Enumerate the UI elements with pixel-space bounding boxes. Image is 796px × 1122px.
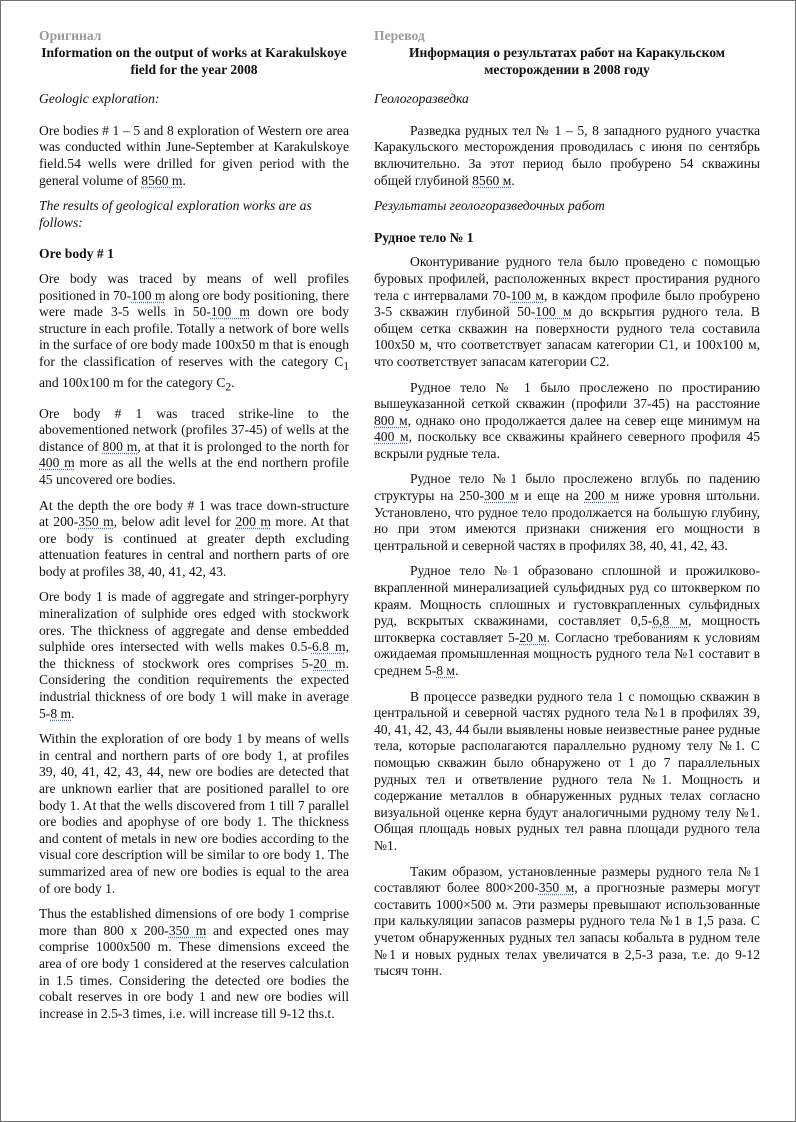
translation-title: Информация о результатах работ на Каракульском месторождении в 2008 году bbox=[408, 45, 726, 77]
original-paragraph-6: Thus the established dimensions of ore body 1 comprise more than 800 x 200-350 m and expected ones may comprise 1000x500 m. These dimensions exceed the area of ore body 1 considered at the reserves calculation in 1.5 times. Considering the detected ore bodies the cobalt reserves in ore body 1 and new ore bodies will increase in 2.5-3 times, i.e. will increase till 9-12 ths.t. bbox=[39, 906, 349, 1021]
original-title: Information on the output of works at Karakulskoye field for the year 2008 bbox=[41, 45, 347, 77]
translation-paragraph-3: Рудное тело №1 было прослежено вглубь по падению структуры на 250-300 м и еще на 200 м ниже уровня штольни. Установлено, что рудное тело продолжается на большую глубину, но при этом имеются признаки снижения его мощности в центральной и северной частях в профилях 38, 40, 41, 42, 43. bbox=[374, 471, 760, 553]
original-paragraph-5: Within the exploration of ore body 1 by means of wells in central and northern parts of ore body 1, at profiles 39, 40, 41, 42, 43, 44, new ore bodies are detected that are unknown earlier that are positioned parallel to ore body 1. At that the wells discovered from 1 till 7 parallel ore bodies and apophyse of ore body 1. The thickness and content of metals in new ore bodies according to the visual core description will be similar to ore body 1. The summarized area of new ore bodies is equal to the area of ore body 1. bbox=[39, 731, 349, 896]
translation-intro-paragraph: Разведка рудных тел № 1 – 5, 8 западного рудного участка Каракульского месторождения проводилась с июня по сентябрь включительно. За этот период было пробурено 54 скважины общей глубиной 8560 м. bbox=[374, 122, 760, 188]
translation-paragraph-2: Рудное тело № 1 было прослежено по простиранию вышеуказанной сеткой скважин (профили 37-45) на расстояние 800 м, однако оно продолжается далее на север еще минимум на 400 м, поскольку все скважины крайнего северного профиля 45 вскрыли рудные тела. bbox=[374, 379, 760, 461]
original-paragraph-3: At the depth the ore body # 1 was trace down-structure at 200-350 m, below adit level for 200 m more. At that ore body is continued at greater depth excluding attenuation features in central and northern parts of ore body at profiles 38, 40, 41, 42, 43. bbox=[39, 497, 349, 579]
original-paragraph-1: Ore body was traced by means of well profiles positioned in 70-100 m along ore body positioning, there were made 3-5 wells in 50-100 m down ore body structure in each profile. Totally a network of bore wells in the surface of ore body made 100x50 m that is enough for the classification of reserves with the category $C_1$ and 100x100 m for the category $C_2$. bbox=[39, 270, 349, 394]
translation-paragraph-5: В процессе разведки рудного тела 1 с помощью скважин в центральной и северной частях рудного тела №1 в профилях 39, 40, 41, 42, 43, 44 были выявлены новые неизвестные ранее рудные тела, которые располагаются параллельно рудному телу №1. С помощью скважин было обнаружено от 1 до 7 параллельных рудных тел и ответвление рудного тела №1. Мощность и содержание металлов в обнаруженных рудных телах согласно визуальной оценке керна будут аналогичными рудному телу №1. Общая площадь новых рудных тел равна площади рудного тела №1. bbox=[374, 688, 760, 853]
original-section-geologic: Geologic exploration: bbox=[39, 91, 160, 107]
translation-paragraph-6: Таким образом, установленные размеры рудного тела №1 составляют более 800×200-350 м, а прогнозные размеры могут составить 1000×500 м. Эти размеры превышают использованные при калькуляции запасов размеры рудного тела №1 в 1,5 раза. С учетом обнаруженных рудных тел запасы кобальта в рудном теле №1 и новых рудных телах увеличатся в 2,5-3 раза, т.е. до 9-12 тысяч тонн. bbox=[374, 863, 760, 979]
translation-column-heading: Перевод bbox=[374, 28, 425, 43]
original-ore-body-heading: Ore body # 1 bbox=[39, 246, 114, 262]
original-paragraph-2: Ore body # 1 was traced strike-line to the abovementioned network (profiles 37-45) of wells at the distance of 800 m, at that it is prolonged to the north for 400 m more as all the wells at the end northern profile 45 uncovered ore bodies. bbox=[39, 405, 349, 487]
original-column-heading: Оригинал bbox=[39, 28, 102, 43]
translation-ore-body-heading: Рудное тело № 1 bbox=[374, 229, 474, 245]
translation-section-geologic: Геологоразведка bbox=[374, 91, 469, 107]
original-intro-paragraph: Ore bodies # 1 – 5 and 8 exploration of Western ore area was conducted within June-September at Karakulskoye field.54 wells were drilled for given period with the general volume of 8560 m. bbox=[39, 122, 349, 188]
original-column bbox=[39, 28, 349, 1031]
translation-paragraph-1: Оконтуривание рудного тела было проведено с помощью буровых профилей, расположенных вкрест простирания рудного тела с интервалами 70-100 м, в каждом профиле было пробурено 3-5 скважин глубиной 50-100 м до вскрытия рудного тела. В общем сетка скважин на поверхности рудного тела составила 100х50 м, что соответствует запасам категории С1, и 100х100 м, что соответствует запасам категории С2. bbox=[374, 254, 760, 369]
translation-column bbox=[374, 28, 760, 989]
original-paragraph-4: Ore body 1 is made of aggregate and stringer-porphyry mineralization of sulphide ores edged with stockwork ores. The thickness of aggregate and dense embedded sulphide ores intersected with wells makes 0.5-6.8 m, the thickness of stockwork ores comprises 5-20 m. Considering the condition requirements the expected industrial thickness of ore body 1 will make in average 5-8 m. bbox=[39, 589, 350, 721]
translation-paragraph-4: Рудное тело №1 образовано сплошной и прожилково-вкрапленной минерализацией сульфидных руд со штокверком по краям. Мощность сплошных и густовкрапленных сульфидных руд, вскрытых скважинами, составляет 0,5-6,8 м, мощность штокверка составляет 5-20 м. Согласно требованиям к условиям ожидаемая промышленная мощность рудного тела №1 составит в среднем 5-8 м. bbox=[374, 563, 760, 678]
original-section-results: The results of geological exploration works are as follows: bbox=[39, 198, 312, 230]
translation-section-results: Результаты геологоразведочных работ bbox=[374, 198, 605, 214]
